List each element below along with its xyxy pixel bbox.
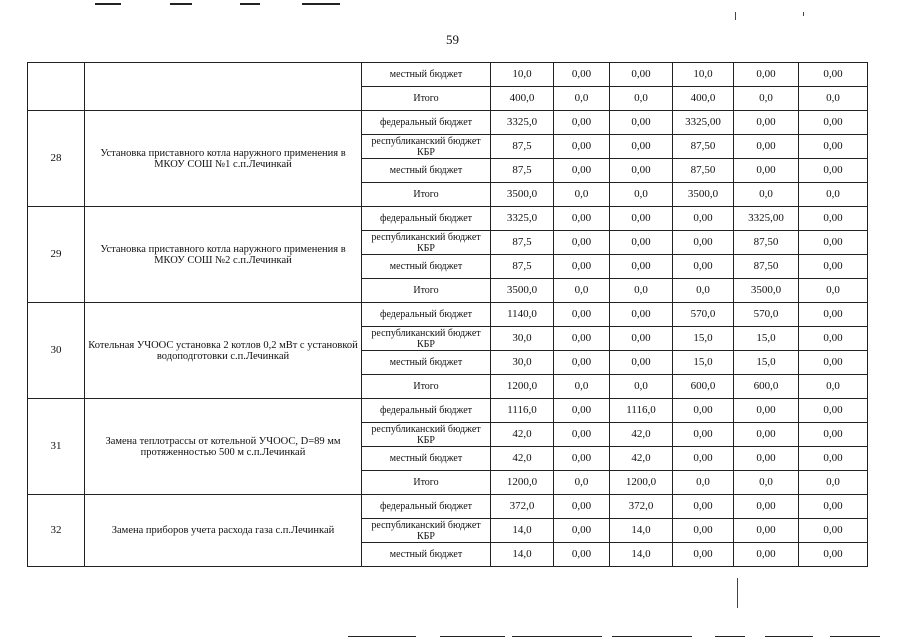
amount-cell: 42,0 — [610, 423, 673, 447]
amount-cell: 0,00 — [610, 207, 673, 231]
funding-source-cell: местный бюджет — [362, 351, 491, 375]
amount-cell: 0,00 — [554, 159, 610, 183]
amount-cell: 0,00 — [734, 399, 799, 423]
amount-cell: 0,0 — [734, 471, 799, 495]
amount-cell: 0,00 — [799, 543, 868, 567]
item-number-cell: 31 — [28, 399, 85, 495]
funding-source-cell: местный бюджет — [362, 543, 491, 567]
amount-cell: 0,00 — [799, 399, 868, 423]
amount-cell: 0,00 — [610, 303, 673, 327]
funding-source-cell: местный бюджет — [362, 255, 491, 279]
amount-cell: 0,00 — [734, 495, 799, 519]
amount-cell: 14,0 — [610, 543, 673, 567]
amount-cell: 0,00 — [554, 543, 610, 567]
item-name-cell: Установка приставного котла наружного применения в МКОУ СОШ №1 с.п.Лечинкай — [85, 111, 362, 207]
amount-cell: 0,00 — [610, 327, 673, 351]
amount-cell: 0,00 — [734, 447, 799, 471]
amount-cell: 0,00 — [734, 543, 799, 567]
funding-source-cell: Итого — [362, 183, 491, 207]
scan-artifact-mark — [735, 12, 736, 20]
funding-source-cell: федеральный бюджет — [362, 399, 491, 423]
amount-cell: 0,00 — [554, 327, 610, 351]
amount-cell: 0,00 — [554, 519, 610, 543]
amount-cell: 600,0 — [734, 375, 799, 399]
table-row — [28, 111, 868, 135]
amount-cell: 10,0 — [491, 63, 554, 87]
funding-source-cell: местный бюджет — [362, 159, 491, 183]
scan-artifact-line — [440, 636, 505, 637]
amount-cell: 87,50 — [673, 159, 734, 183]
amount-cell: 372,0 — [610, 495, 673, 519]
amount-cell: 0,00 — [734, 135, 799, 159]
amount-cell: 15,0 — [673, 327, 734, 351]
funding-source-cell: местный бюджет — [362, 63, 491, 87]
scan-artifact-line — [830, 636, 880, 637]
amount-cell: 0,00 — [554, 495, 610, 519]
funding-source-cell: федеральный бюджет — [362, 495, 491, 519]
amount-cell: 0,00 — [799, 447, 868, 471]
funding-source-cell: республиканский бюджет КБР — [362, 327, 491, 351]
item-number-cell: 32 — [28, 495, 85, 567]
amount-cell: 1200,0 — [610, 471, 673, 495]
amount-cell: 3500,0 — [673, 183, 734, 207]
amount-cell: 0,00 — [610, 351, 673, 375]
funding-source-cell: федеральный бюджет — [362, 207, 491, 231]
amount-cell: 570,0 — [734, 303, 799, 327]
table-row — [28, 207, 868, 231]
amount-cell: 3500,0 — [734, 279, 799, 303]
amount-cell: 0,00 — [673, 399, 734, 423]
scan-artifact-mark — [737, 578, 738, 608]
amount-cell: 0,00 — [799, 423, 868, 447]
budget-table-body — [28, 63, 868, 567]
amount-cell: 0,0 — [734, 87, 799, 111]
amount-cell: 0,0 — [673, 279, 734, 303]
table-row — [28, 303, 868, 327]
amount-cell: 0,00 — [734, 63, 799, 87]
amount-cell: 0,0 — [554, 183, 610, 207]
funding-source-cell: Итого — [362, 375, 491, 399]
amount-cell: 600,0 — [673, 375, 734, 399]
amount-cell: 0,00 — [554, 351, 610, 375]
amount-cell: 0,00 — [554, 207, 610, 231]
amount-cell: 0,00 — [734, 111, 799, 135]
amount-cell: 400,0 — [491, 87, 554, 111]
table-row — [28, 63, 868, 87]
item-name-cell: Замена теплотрассы от котельной УЧООС, D=89 мм протяженностью 500 м с.п.Лечинкай — [85, 399, 362, 495]
amount-cell: 14,0 — [491, 519, 554, 543]
funding-source-cell: местный бюджет — [362, 447, 491, 471]
amount-cell: 0,00 — [554, 231, 610, 255]
amount-cell: 0,00 — [554, 423, 610, 447]
amount-cell: 372,0 — [491, 495, 554, 519]
item-name-cell: Котельная УЧООС установка 2 котлов 0,2 мВт с установкой водоподготовки с.п.Лечинкай — [85, 303, 362, 399]
amount-cell: 0,00 — [734, 519, 799, 543]
amount-cell: 30,0 — [491, 327, 554, 351]
funding-source-cell: республиканский бюджет КБР — [362, 423, 491, 447]
amount-cell: 0,00 — [554, 63, 610, 87]
amount-cell: 0,00 — [673, 423, 734, 447]
amount-cell: 1116,0 — [610, 399, 673, 423]
amount-cell: 0,00 — [673, 519, 734, 543]
amount-cell: 0,0 — [554, 279, 610, 303]
amount-cell: 15,0 — [673, 351, 734, 375]
amount-cell: 0,00 — [673, 255, 734, 279]
amount-cell: 400,0 — [673, 87, 734, 111]
amount-cell: 0,00 — [554, 135, 610, 159]
amount-cell: 0,00 — [799, 135, 868, 159]
amount-cell: 1200,0 — [491, 471, 554, 495]
funding-source-cell: Итого — [362, 471, 491, 495]
amount-cell: 87,50 — [734, 255, 799, 279]
amount-cell: 0,00 — [554, 255, 610, 279]
amount-cell: 0,00 — [673, 543, 734, 567]
amount-cell: 0,00 — [554, 303, 610, 327]
funding-source-cell: республиканский бюджет КБР — [362, 135, 491, 159]
scan-artifact-line — [170, 3, 192, 5]
amount-cell: 0,0 — [554, 471, 610, 495]
amount-cell: 0,0 — [610, 279, 673, 303]
amount-cell: 3500,0 — [491, 183, 554, 207]
amount-cell: 0,00 — [734, 159, 799, 183]
amount-cell: 1140,0 — [491, 303, 554, 327]
amount-cell: 87,5 — [491, 135, 554, 159]
amount-cell: 0,0 — [610, 375, 673, 399]
amount-cell: 42,0 — [491, 423, 554, 447]
amount-cell: 0,00 — [799, 495, 868, 519]
amount-cell: 570,0 — [673, 303, 734, 327]
amount-cell: 0,0 — [554, 87, 610, 111]
amount-cell: 0,0 — [610, 87, 673, 111]
amount-cell: 87,50 — [734, 231, 799, 255]
funding-source-cell: Итого — [362, 87, 491, 111]
scan-artifact-line — [512, 636, 602, 637]
funding-source-cell: федеральный бюджет — [362, 111, 491, 135]
amount-cell: 0,0 — [673, 471, 734, 495]
amount-cell: 0,00 — [673, 447, 734, 471]
amount-cell: 0,00 — [799, 303, 868, 327]
scan-artifact-line — [95, 3, 121, 5]
item-name-cell — [85, 63, 362, 111]
amount-cell: 87,5 — [491, 255, 554, 279]
funding-source-cell: Итого — [362, 279, 491, 303]
amount-cell: 0,00 — [610, 63, 673, 87]
amount-cell: 0,00 — [554, 447, 610, 471]
item-number-cell: 30 — [28, 303, 85, 399]
amount-cell: 0,0 — [799, 375, 868, 399]
amount-cell: 0,00 — [799, 63, 868, 87]
amount-cell: 10,0 — [673, 63, 734, 87]
funding-source-cell: республиканский бюджет КБР — [362, 519, 491, 543]
item-number-cell: 29 — [28, 207, 85, 303]
funding-source-cell: республиканский бюджет КБР — [362, 231, 491, 255]
item-number-cell: 28 — [28, 111, 85, 207]
amount-cell: 0,00 — [610, 231, 673, 255]
amount-cell: 30,0 — [491, 351, 554, 375]
amount-cell: 0,00 — [799, 351, 868, 375]
amount-cell: 0,00 — [799, 327, 868, 351]
budget-table — [27, 62, 868, 567]
amount-cell: 0,00 — [610, 159, 673, 183]
scan-artifact-line — [240, 3, 260, 5]
scan-artifact-line — [715, 636, 745, 637]
amount-cell: 0,00 — [799, 519, 868, 543]
funding-source-cell: федеральный бюджет — [362, 303, 491, 327]
amount-cell: 0,0 — [799, 279, 868, 303]
amount-cell: 0,00 — [799, 159, 868, 183]
amount-cell: 0,00 — [673, 231, 734, 255]
amount-cell: 0,00 — [554, 399, 610, 423]
amount-cell: 0,0 — [610, 183, 673, 207]
amount-cell: 0,00 — [610, 255, 673, 279]
amount-cell: 3325,0 — [491, 111, 554, 135]
amount-cell: 0,00 — [799, 207, 868, 231]
amount-cell: 0,00 — [734, 423, 799, 447]
amount-cell: 3500,0 — [491, 279, 554, 303]
amount-cell: 42,0 — [491, 447, 554, 471]
amount-cell: 14,0 — [610, 519, 673, 543]
amount-cell: 0,00 — [610, 135, 673, 159]
amount-cell: 1116,0 — [491, 399, 554, 423]
scan-artifact-line — [302, 3, 340, 5]
amount-cell: 0,00 — [799, 255, 868, 279]
amount-cell: 0,00 — [554, 111, 610, 135]
page-number: 59 — [446, 32, 459, 47]
item-name-cell: Замена приборов учета расхода газа с.п.Лечинкай — [85, 495, 362, 567]
item-name-cell: Установка приставного котла наружного применения в МКОУ СОШ №2 с.п.Лечинкай — [85, 207, 362, 303]
amount-cell: 15,0 — [734, 351, 799, 375]
amount-cell: 0,0 — [734, 183, 799, 207]
amount-cell: 15,0 — [734, 327, 799, 351]
amount-cell: 0,00 — [610, 111, 673, 135]
scan-artifact-line — [612, 636, 692, 637]
table-row — [28, 399, 868, 423]
amount-cell: 0,0 — [554, 375, 610, 399]
amount-cell: 3325,0 — [491, 207, 554, 231]
amount-cell: 0,00 — [799, 231, 868, 255]
amount-cell: 87,5 — [491, 231, 554, 255]
amount-cell: 3325,00 — [673, 111, 734, 135]
scan-artifact-line — [348, 636, 416, 637]
amount-cell: 42,0 — [610, 447, 673, 471]
table-row — [28, 495, 868, 519]
amount-cell: 87,50 — [673, 135, 734, 159]
amount-cell: 0,00 — [799, 111, 868, 135]
amount-cell: 3325,00 — [734, 207, 799, 231]
amount-cell: 0,0 — [799, 87, 868, 111]
amount-cell: 14,0 — [491, 543, 554, 567]
amount-cell: 0,00 — [673, 207, 734, 231]
scan-artifact-mark — [803, 12, 804, 16]
amount-cell: 0,0 — [799, 183, 868, 207]
item-number-cell — [28, 63, 85, 111]
amount-cell: 0,0 — [799, 471, 868, 495]
amount-cell: 1200,0 — [491, 375, 554, 399]
amount-cell: 87,5 — [491, 159, 554, 183]
amount-cell: 0,00 — [673, 495, 734, 519]
scan-artifact-line — [765, 636, 813, 637]
